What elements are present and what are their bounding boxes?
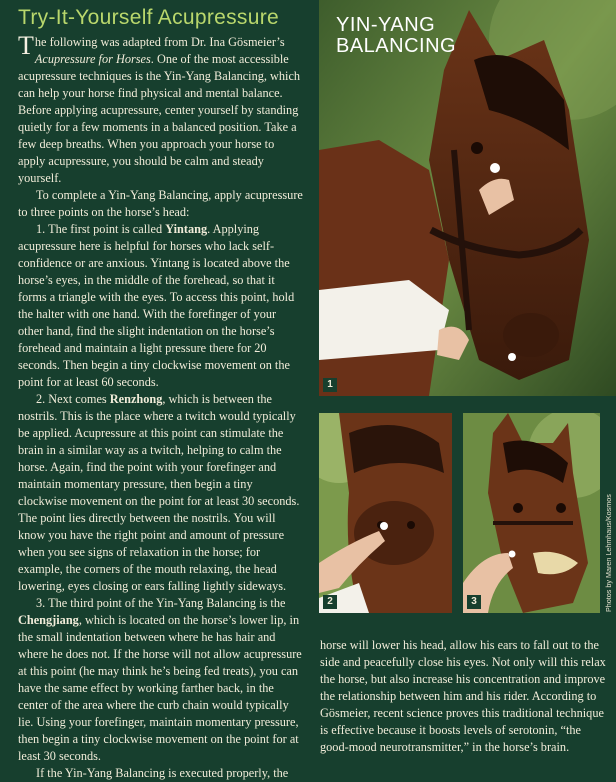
term-chengjiang: Chengjiang: [18, 613, 79, 627]
paragraph-three-points: To complete a Yin-Yang Balancing, apply acupressure to three points on the horse’s head:: [18, 188, 303, 219]
photo-headline: YIN-YANG BALANCING: [336, 14, 457, 57]
photo-number-1: 1: [323, 378, 337, 392]
photo-number-3: 3: [467, 595, 481, 609]
photo-chengjiang: [463, 413, 600, 613]
article-body-left-column: [18, 31, 304, 782]
term-renzhong: Renzhong: [109, 392, 163, 406]
article-title: Try-It-Yourself Acupressure: [18, 6, 279, 29]
horse-nostril-photo: [319, 413, 452, 613]
step-chengjiang: 3. The third point of the Yin-Yang Balancing is the Chengjiang, which is located on the horse’s lower lip, in the small indentation between where he has hair and where he does not. If the horse will not allow acupressure at this point (he may think he’s being fed treats), you can have the same effect by working farther back, in the center of the area where the curb chain would typically lie. Using your forefinger, maintain momentary pressure, then begin a tiny clockwise movement on the point for at least 30 seconds.: [18, 596, 302, 763]
term-yintang: Yintang: [165, 222, 208, 236]
photo-number-2: 2: [323, 595, 337, 609]
horse-forehead-photo: [319, 0, 616, 396]
book-title: Acupressure for Horses: [34, 52, 151, 66]
article-body-right-column: [320, 637, 606, 756]
paragraph-result-start: If the Yin-Yang Balancing is executed properly, the: [36, 766, 289, 780]
photo-credit: Photos by Maren Lehmhaus/Kosmos: [604, 494, 613, 612]
paragraph-result-continued: horse will lower his head, allow his ears to fall out to the side and peacefully close his eyes. Not only will this relax the horse, but also increase his concentration and improve the relationship between him and his rider. According to Gösmeier, recent science proves this traditional technique is effective because it boosts levels of serotonin, “the good-mood neurotransmitter,” in the horse’s brain.: [320, 638, 606, 754]
photo-yintang: [319, 0, 616, 396]
horse-lip-photo: [463, 413, 600, 613]
step-yintang: 1. The first point is called Yintang. Applying acupressure here is helpful for horses who lack self-confidence or are anxious. Yintang is located above the horse’s eyes, in the middle of the forehead, so that it forms a triangle with the eyes. To access this point, hold the halter with one hand. With the forefinger of your other hand, find the slight indentation on the horse’s forehead and maintain a light pressure there for 20 seconds. Then begin a tiny clockwise movement on the point for at least 60 seconds.: [18, 222, 295, 389]
step-renzhong: 2. Next comes Renzhong, which is between the nostrils. This is the place where a twitch would typically be applied. Acupressure at this point can stimulate the brain in a similar way as a twitch, helping to calm the horse. Again, find the point with your forefinger and maintain momentary pressure, then begin a tiny clockwise movement on the point for at least 30 seconds. The point lies directly between the nostrils. You will know you have the right point and amount of pressure when you see signs of relaxation in the horse; for example, the corners of the mouth relaxing, the head lowering, eyes closing or ears falling lightly sideways.: [18, 392, 300, 593]
drop-cap: T: [18, 31, 34, 60]
intro-paragraph: The following was adapted from Dr. Ina Gösmeier’s Acupressure for Horses. One of the most accessible acupressure techniques is the Yin-Yang Balancing, which can help your horse find physical and mental balance. Before applying acupressure, center yourself by standing quietly for a few moments in a balanced position. Take a few deep breaths. When you approach your horse to apply acupressure, you should be calm and steady yourself.: [18, 31, 301, 185]
photo-renzhong: [319, 413, 452, 613]
